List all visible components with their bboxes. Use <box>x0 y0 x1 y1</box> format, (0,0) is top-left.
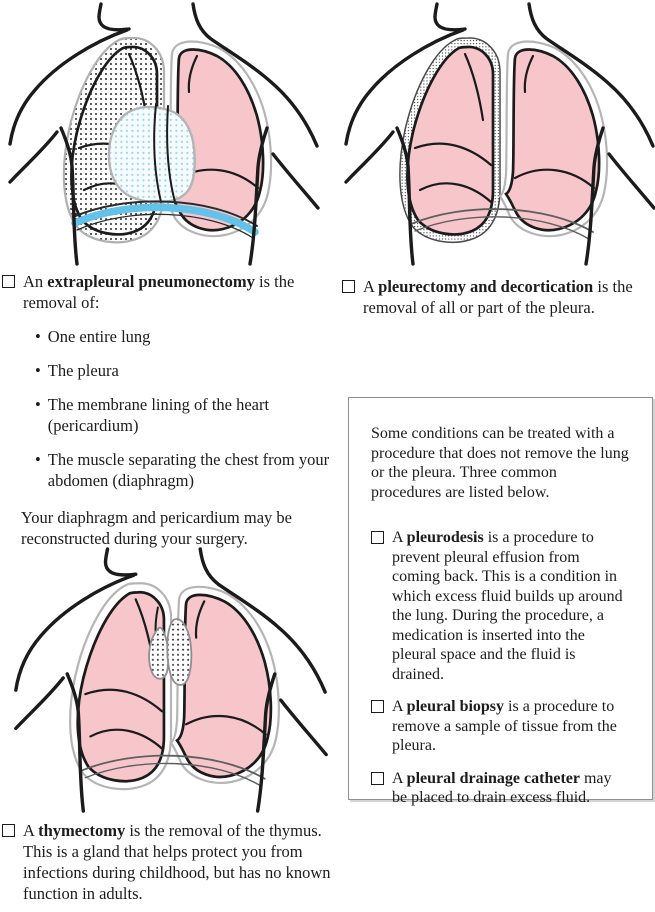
lung-left <box>407 47 493 234</box>
item-text: A pleurectomy and decortication is the removal of all or part of the pleura. <box>363 277 633 317</box>
checklist-item-extrapleural <box>2 271 338 313</box>
list-item: • The muscle separating the chest from your abdomen (diaphragm) <box>35 450 330 490</box>
checkbox-icon <box>371 772 384 785</box>
note-text: Your diaphragm and pericardium may be reconstructed during your surgery. <box>21 508 292 548</box>
lung-left <box>78 592 164 781</box>
checklist-item-drainage-catheter <box>371 769 630 808</box>
item-text: A thymectomy is the removal of the thymus. This is a gland that helps protect you from infections during childhood, but has no known function in adults. <box>23 821 331 903</box>
list-item: • The membrane lining of the heart (pericardium) <box>35 395 270 435</box>
illustration-extrapleural-pneumonectomy <box>8 2 320 266</box>
bullet-list <box>35 326 338 491</box>
illustration-pleurectomy-decortication <box>344 2 655 266</box>
section-extrapleural <box>2 271 338 549</box>
bullet-icon: • <box>35 327 41 346</box>
checkbox-icon <box>371 531 384 544</box>
list-item: • The pleura <box>35 361 119 380</box>
list-item: • One entire lung <box>35 327 151 346</box>
illustration-thymectomy <box>12 547 330 813</box>
bullet-icon: • <box>35 395 41 414</box>
item-text: A pleural biopsy is a procedure to remove a sample of tissue from the pleura. <box>392 698 617 754</box>
pericardium-region <box>109 107 195 202</box>
bullet-icon: • <box>35 361 41 380</box>
item-text: An extrapleural pneumonectomy is the removal of: <box>23 272 295 312</box>
checklist-item-pleurodesis <box>371 528 630 684</box>
checkbox-icon <box>342 280 355 293</box>
checklist-item-pleural-biopsy <box>371 697 630 756</box>
procedures-info-box <box>348 397 653 806</box>
checklist-item-pleurectomy <box>342 276 654 318</box>
item-text: A pleural drainage catheter may be placed to drain excess fluid. <box>392 769 612 806</box>
checkbox-icon <box>2 275 15 288</box>
checkbox-icon <box>371 700 384 713</box>
box-intro-text: Some conditions can be treated with a procedure that does not remove the lung or the pleura. Three common procedures are listed below. <box>371 425 629 501</box>
checkbox-icon <box>2 824 15 837</box>
item-text: A pleurodesis is a procedure to prevent pleural effusion from coming back. This is a condition in which excess fluid builds up around the lung. During the procedure, a medication is inserted into the pleural space and the fluid is drained. <box>392 529 623 683</box>
bullet-icon: • <box>35 450 41 469</box>
checklist-item-thymectomy <box>2 820 350 904</box>
